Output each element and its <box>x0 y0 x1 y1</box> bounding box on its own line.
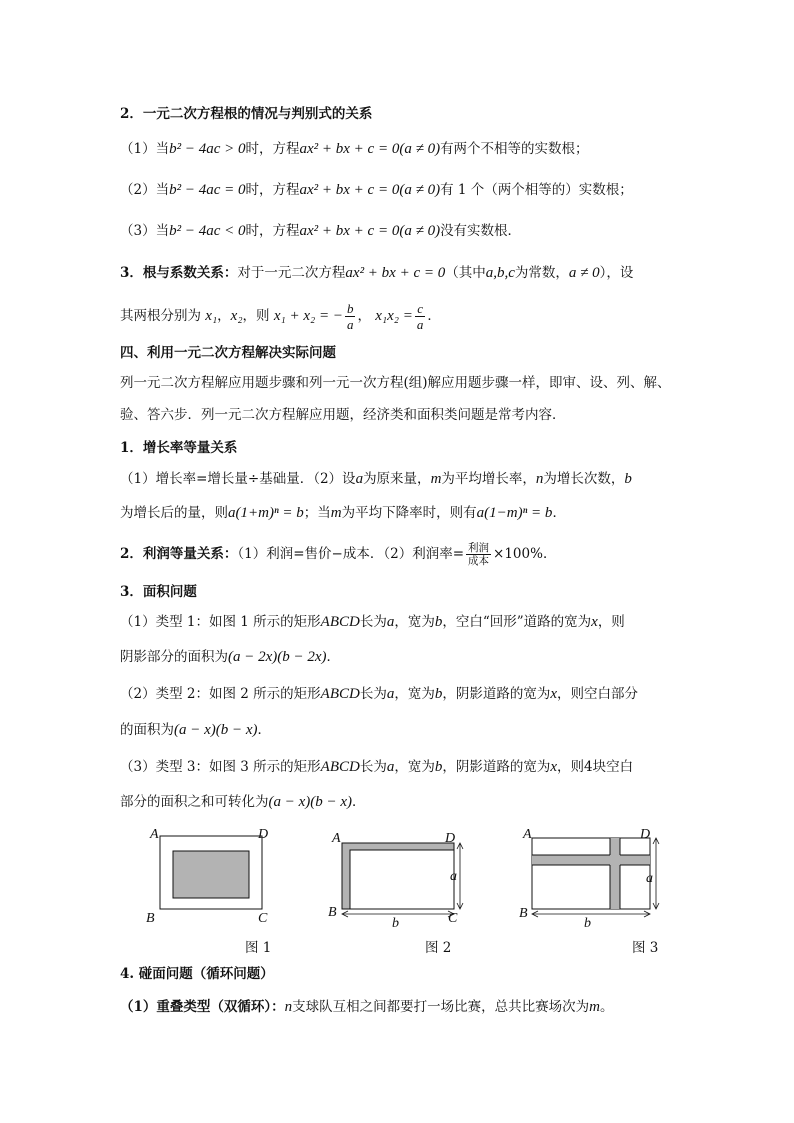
growth-l1b: 为原来量， <box>363 471 431 487</box>
case1-pre: （1）当 <box>120 141 170 157</box>
section2-title: 2．一元二次方程根的情况与判别式的关系 <box>120 106 373 122</box>
var-a: a <box>355 471 364 487</box>
vieta-equation: ax² + bx + c = 0 <box>345 265 446 281</box>
t1c: ，宽为 <box>394 614 435 630</box>
root-x2: x₂ <box>230 308 243 324</box>
figure-2 <box>320 820 470 930</box>
profit-title: 2．利润等量关系： <box>120 546 238 562</box>
fig3-label-b: b <box>584 916 591 930</box>
growth-line1 <box>120 469 632 489</box>
profit-line <box>120 538 556 570</box>
t3d: ，阴影道路的宽为 <box>442 759 551 775</box>
case1-post: 有两个不相等的实数根； <box>440 141 589 157</box>
profit-denominator: 成本 <box>468 555 490 567</box>
sum-fraction <box>345 301 356 332</box>
case2-post: 有 1 个（两个相等的）实数根； <box>440 182 633 198</box>
case3-post: 没有实数根． <box>440 223 522 239</box>
fig3-label-a: a <box>646 871 653 886</box>
fig2-label-C: C <box>448 911 458 926</box>
product-denominator: a <box>416 317 424 332</box>
t1-b: b <box>434 614 443 630</box>
figure-3 <box>510 820 670 930</box>
t2-rect: ABCD <box>320 686 360 702</box>
growth-l2b: ；当 <box>303 505 331 521</box>
growth-l2a: 为增长后的量，则 <box>120 505 228 521</box>
t2-a: a <box>386 686 395 702</box>
growth-l2d: ． <box>552 505 566 521</box>
meeting-title: 4. 碰面问题（循环问题） <box>120 966 274 982</box>
case2-condition: b² − 4ac = 0 <box>169 182 246 198</box>
fig1-label-A: A <box>150 827 159 842</box>
area-title: 3．面积问题 <box>120 584 197 600</box>
area-type1-line2 <box>120 647 340 667</box>
area-type2-line1 <box>120 684 638 704</box>
fig2-label-D: D <box>445 831 456 846</box>
profit-text1: （1）利润=售价−成本．（2）利润率= <box>237 546 465 562</box>
t2e: ，则空白部分 <box>557 686 638 702</box>
area-type1-line1 <box>120 612 625 632</box>
profit-fraction <box>466 542 491 567</box>
meeting-n: n <box>284 999 293 1015</box>
t3f: 块空白 <box>592 759 634 775</box>
decline-formula: a(1−m)ⁿ = b <box>476 505 553 521</box>
t3g: 部分的面积之和可转化为 <box>120 794 269 810</box>
t1d: ，空白“回形”道路的宽为 <box>442 614 592 630</box>
t2a: （2）类型 2：如图 2 所示的矩形 <box>120 686 321 702</box>
vieta-end: ． <box>427 308 441 324</box>
t1-a: a <box>386 614 395 630</box>
fig2-label-a: a <box>450 869 457 884</box>
t3h: ． <box>352 794 366 810</box>
vieta-title: 3．根与系数关系： <box>120 265 238 281</box>
sum-denominator: a <box>346 317 354 332</box>
area-type3-line2 <box>120 792 366 812</box>
meeting-end: 。 <box>600 999 614 1015</box>
fig3-horizontal-road <box>532 855 650 865</box>
case1-equation: ax² + bx + c = 0(a ≠ 0) <box>299 141 441 157</box>
vieta-text5: 其两根分别为 <box>120 308 201 324</box>
case1-condition: b² − 4ac > 0 <box>169 141 246 157</box>
profit-text2: ×100%． <box>493 546 557 562</box>
fig1-shaded-rect <box>173 851 249 898</box>
t1-x: x <box>591 614 598 630</box>
meeting-m: m <box>589 999 600 1015</box>
profit-numerator: 利润 <box>468 542 490 554</box>
var-b: b <box>624 471 632 487</box>
fig3-outer-rect <box>532 838 650 909</box>
var-m2: m <box>330 505 342 521</box>
t1e: ，则 <box>597 614 625 630</box>
growth-l1a: （1）增长率=增长量÷基础量．（2）设 <box>120 471 356 487</box>
t2f: 的面积为 <box>120 722 174 738</box>
section4-intro2: 验、答六步．列一元二次方程解应用题，经济类和面积类问题是常考内容． <box>120 407 566 423</box>
area-type3-line1 <box>120 757 633 777</box>
fig3-label-D: D <box>640 827 651 842</box>
figure-2-caption: 图 2 <box>425 940 452 956</box>
t2-x: x <box>550 686 557 702</box>
vieta-line2 <box>120 300 441 332</box>
growth-l2c: 为平均下降率时，则有 <box>341 505 477 521</box>
vieta-line1 <box>120 263 633 283</box>
growth-formula: a(1+m)ⁿ = b <box>228 505 304 521</box>
case2-equation: ax² + bx + c = 0(a ≠ 0) <box>299 182 441 198</box>
case3-pre: （3）当 <box>120 223 170 239</box>
fig3-vertical-road <box>610 838 620 909</box>
sum-lhs: x₁ + x₂ = − <box>273 308 343 324</box>
growth-title: 1．增长率等量关系 <box>120 440 238 456</box>
t3b: 长为 <box>359 759 387 775</box>
meeting-text: 支球队互相之间都要打一场比赛，总共比赛场次为 <box>292 999 590 1015</box>
product-lhs: x₁x₂ = <box>375 308 413 324</box>
var-n: n <box>535 471 544 487</box>
fig2-outer-rect <box>342 843 454 909</box>
fig1-label-B: B <box>146 911 155 926</box>
t1-rect: ABCD <box>320 614 360 630</box>
case1-mid: 时，方程 <box>245 141 300 157</box>
case2-pre: （2）当 <box>120 182 170 198</box>
case3-condition: b² − 4ac < 0 <box>169 223 246 239</box>
t3-n: 4 <box>584 759 593 775</box>
t2-b: b <box>434 686 443 702</box>
case3-mid: 时，方程 <box>245 223 300 239</box>
t3-a: a <box>386 759 395 775</box>
fig1-label-D: D <box>258 827 269 842</box>
fig3-label-B: B <box>519 906 528 921</box>
t1g: ． <box>326 649 341 665</box>
t2b: 长为 <box>359 686 387 702</box>
fig1-label-C: C <box>258 911 268 926</box>
figure-1-caption: 图 1 <box>245 940 272 956</box>
section2-case2 <box>120 180 633 200</box>
section2-case1 <box>120 139 589 159</box>
growth-l1d: 为增长次数， <box>543 471 625 487</box>
fig2-label-b: b <box>392 916 399 930</box>
section4-intro1: 列一元二次方程解应用题步骤和列一元一次方程(组)解应用题步骤一样，即审、设、列、解、 <box>120 375 671 391</box>
vieta-text1: 对于一元二次方程 <box>237 265 346 281</box>
case3-equation: ax² + bx + c = 0(a ≠ 0) <box>299 223 441 239</box>
section2-case3 <box>120 221 521 241</box>
figure-1 <box>140 820 280 930</box>
t3a: （3）类型 3：如图 3 所示的矩形 <box>120 759 321 775</box>
t3-b: b <box>434 759 443 775</box>
t2g: ． <box>257 722 272 738</box>
vieta-text2: （其中 <box>445 265 486 281</box>
fig2-label-B: B <box>328 905 337 920</box>
meeting-type: （1）重叠类型（双循环）： <box>120 999 285 1015</box>
figure-3-caption: 图 3 <box>632 940 659 956</box>
t3-formula: (a − x)(b − x) <box>268 794 353 810</box>
t1a: （1）类型 1：如图 1 所示的矩形 <box>120 614 321 630</box>
t3e: ，则 <box>557 759 584 775</box>
fig2-label-A: A <box>332 831 341 846</box>
vieta-vars: a,b,c <box>485 265 515 281</box>
t1f: 阴影部分的面积为 <box>120 649 228 665</box>
t2-formula: (a − x)(b − x) <box>174 722 258 738</box>
product-numerator: c <box>415 301 426 317</box>
sum-numerator: b <box>346 301 354 316</box>
vieta-text3: 为常数， <box>514 265 569 281</box>
vieta-text4: ），设 <box>599 265 634 281</box>
area-type2-line2 <box>120 720 271 740</box>
t2c: ，宽为 <box>394 686 435 702</box>
vieta-sep2: ， <box>357 308 371 324</box>
section4-title: 四、利用一元二次方程解决实际问题 <box>120 345 336 361</box>
t3-x: x <box>550 759 557 775</box>
growth-line2 <box>120 503 566 523</box>
t3c: ，宽为 <box>394 759 435 775</box>
vieta-condition: a ≠ 0 <box>568 265 600 281</box>
product-fraction <box>415 301 426 332</box>
t3-rect: ABCD <box>320 759 360 775</box>
meeting-line1 <box>120 997 614 1017</box>
t1-formula: (a − 2x)(b − 2x) <box>228 649 327 665</box>
t1b: 长为 <box>359 614 387 630</box>
fig3-label-A: A <box>523 827 532 842</box>
vieta-then: ，则 <box>242 308 270 324</box>
t2d: ，阴影道路的宽为 <box>442 686 551 702</box>
var-m: m <box>430 471 442 487</box>
root-x1: x₁ <box>205 308 218 324</box>
growth-l1c: 为平均增长率， <box>441 471 536 487</box>
vieta-sep: ， <box>217 308 231 324</box>
case2-mid: 时，方程 <box>245 182 300 198</box>
